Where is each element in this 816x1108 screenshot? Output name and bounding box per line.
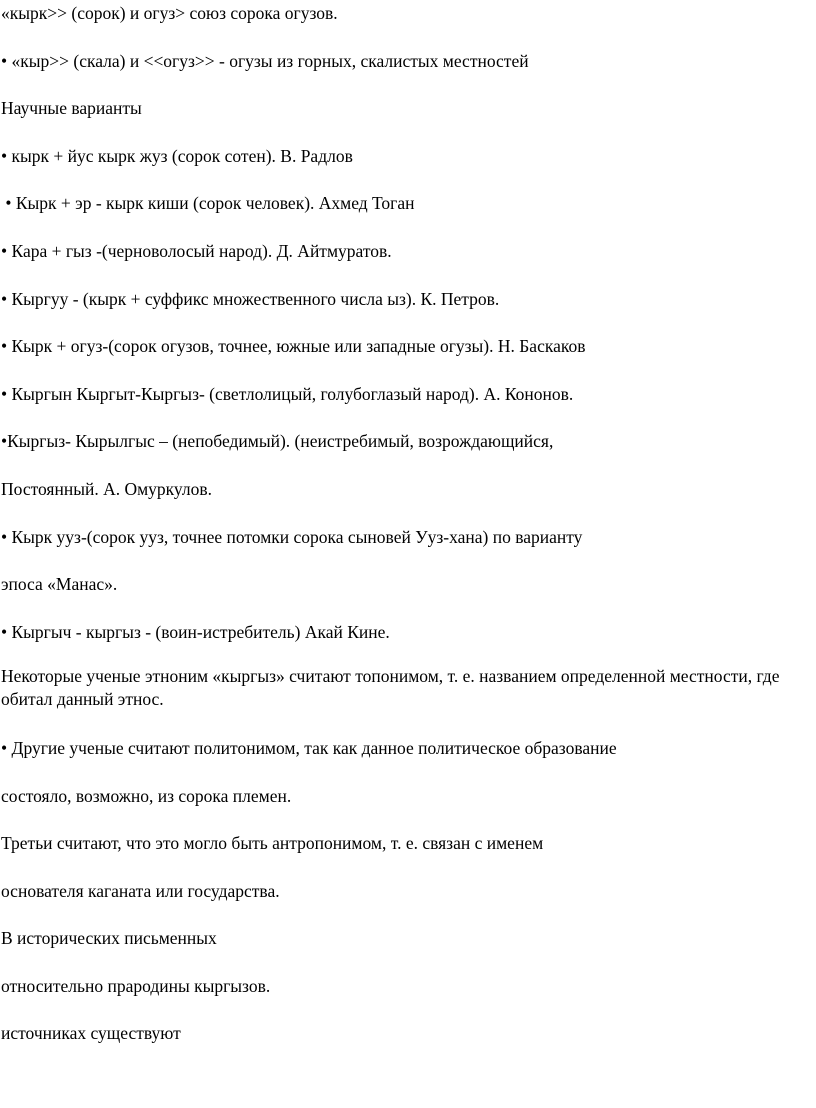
text-line-18: Третьи считают, что это могло быть антропонимом, т. е. связан с именем xyxy=(1,833,544,853)
text-line-8: • Кырк + огуз-(сорок огузов, точнее, южные или западные огузы). Н. Баскаков xyxy=(1,336,586,356)
text-line-17: состояло, возможно, из сорока племен. xyxy=(1,786,292,806)
text-line-20: В исторических письменных xyxy=(1,928,217,948)
text-line-10: •Кыргыз- Кырылгыс – (непобедимый). (неистребимый, возрождающийся, xyxy=(1,431,554,451)
text-line-6: • Кара + гыз -(черноволосый народ). Д. Айтмуратов. xyxy=(1,241,392,261)
text-line-9: • Кыргын Кыргыт-Кыргыз- (светлолицый, голубоглазый народ). А. Кононов. xyxy=(1,384,574,404)
text-line-13: эпоса «Манас». xyxy=(1,574,118,594)
text-line-11: Постоянный. А. Омуркулов. xyxy=(1,479,213,499)
text-line-14: • Кыргыч - кыргыз - (воин-истребитель) Акай Кине. xyxy=(1,622,390,642)
text-line-16: • Другие ученые считают политонимом, так как данное политическое образование xyxy=(1,738,617,758)
text-line-22: источниках существуют xyxy=(1,1023,181,1043)
text-line-12: • Кырк ууз-(сорок ууз, точнее потомки сорока сыновей Ууз-хана) по варианту xyxy=(1,527,583,547)
text-line-1: «кырк>> (сорок) и огуз> союз сорока огузов. xyxy=(1,3,338,23)
text-line-21: относительно прародины кыргызов. xyxy=(1,976,271,996)
text-line-7: • Кыргуу - (кырк + суффикс множественного числа ыз). К. Петров. xyxy=(1,289,500,309)
text-line-5: • Кырк + эр - кырк киши (сорок человек). Ахмед Тоган xyxy=(1,193,415,213)
text-paragraph-toponym: Некоторые ученые этноним «кыргыз» считают топонимом, т. е. названием определенной местности, где обитал данный этнос. xyxy=(1,666,780,709)
text-line-19: основателя каганата или государства. xyxy=(1,881,280,901)
text-line-3: Научные варианты xyxy=(1,98,142,118)
text-line-2: • «кыр>> (скала) и <<огуз>> - огузы из горных, скалистых местностей xyxy=(1,51,529,71)
text-line-4: • кырк + йус кырк жуз (сорок сотен). В. Радлов xyxy=(1,146,353,166)
